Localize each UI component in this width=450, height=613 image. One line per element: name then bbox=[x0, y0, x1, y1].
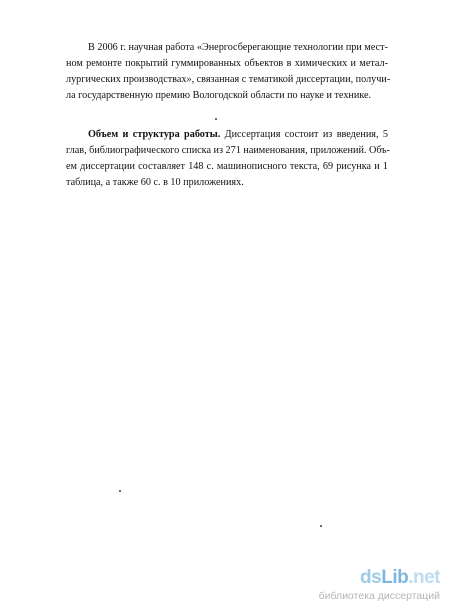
paragraph-line: таблица, а также 60 с. в 10 приложениях. bbox=[66, 177, 244, 188]
paragraph-line: ем диссертации составляет 148 с. машинописного текста, 69 рисунка и 1 bbox=[66, 161, 388, 172]
paragraph-line: ном ремонте покрытий гуммированных объектов в химических и метал- bbox=[66, 58, 388, 69]
paragraph-line bbox=[66, 127, 388, 143]
logo-ds: ds bbox=[360, 567, 382, 588]
paragraph-award bbox=[66, 40, 391, 104]
paragraph-line: лургических производствах», связанная с тематикой диссертации, получи- bbox=[66, 74, 391, 85]
watermark-logo bbox=[360, 567, 440, 589]
watermark bbox=[260, 567, 440, 607]
scan-speck bbox=[119, 490, 121, 492]
paragraph-line: ла государственную премию Вологодской области по науке и технике. bbox=[66, 90, 372, 101]
heading-continuation: Диссертация состоит из введения, 5 bbox=[220, 129, 388, 140]
watermark-subtitle: библиотека диссертаций bbox=[318, 590, 440, 602]
paragraph-line: В 2006 г. научная работа «Энергосберегающие технологии при мест- bbox=[88, 42, 388, 53]
paragraph-line: глав, библиографического списка из 271 наименования, приложений. Объ- bbox=[66, 145, 390, 156]
scan-speck bbox=[320, 525, 322, 527]
logo-lib: Lib bbox=[381, 567, 409, 588]
scan-speck bbox=[215, 118, 217, 120]
logo-net: .net bbox=[408, 567, 440, 588]
paragraph-structure bbox=[66, 127, 388, 191]
section-heading: Объем и структура работы. bbox=[88, 129, 221, 140]
